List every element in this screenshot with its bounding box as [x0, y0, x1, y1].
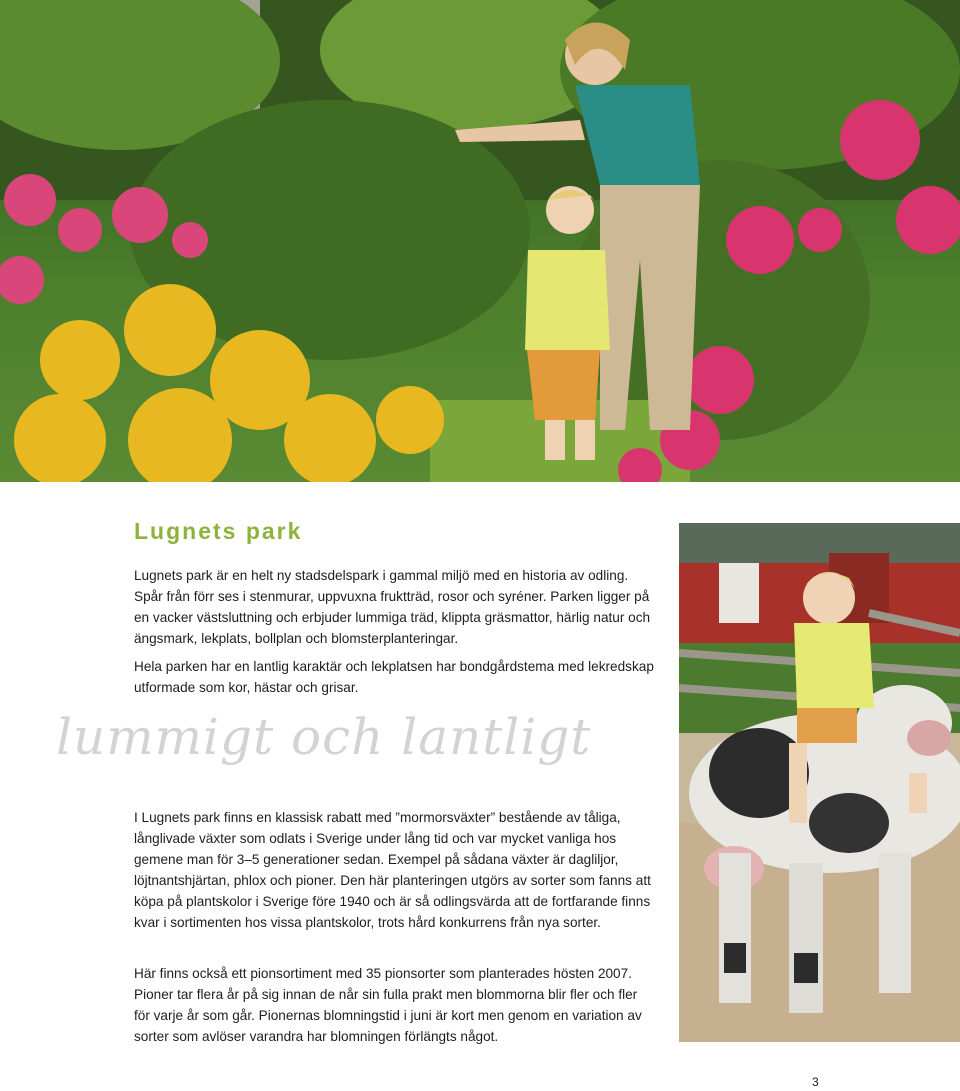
page-number: 3 [812, 1075, 819, 1089]
playground-paragraph: Hela parken har en lantlig karaktär och lekplatsen har bondgårdstema med lekredskap utformade som kor, hästar och grisar. [134, 659, 654, 695]
garden-photo [0, 0, 960, 482]
child-on-cow-photo [679, 523, 960, 1042]
peony-paragraph: Här finns också ett pionsortiment med 35 pionsorter som planterades hösten 2007. Pioner tar flera år på sig innan de når sin fulla prakt men blommorna blir fler och fler för varje år som går. Pionernas blomningstid i juni är kort men genom en variation av sorter som avlöser varandra har blomningen förlängts något. [134, 966, 642, 1044]
page-title: Lugnets park [134, 518, 303, 544]
intro-paragraph: Lugnets park är en helt ny stadsdelspark i gammal miljö med en historia av odling. Spår från förr ses i stenmurar, uppvuxna fruktträd, rosor och syréner. Parken ligger på en vacker västsluttning och erbjuder lummiga träd, klippta gräsmattor, härlig natur och ängsmark, lekplats, bollplan och blomsterplanteringar. [134, 568, 651, 646]
heritage-plants-paragraph: I Lugnets park finns en klassisk rabatt med ”mormorsväxter” bestående av tåliga, långlivade växter som odlats i Sverige under lång tid och var mycket vanliga hos gemene man för 3–5 generationer sedan. Exempel på sådana växter är dagliljor, löjtnantshjärtan, phlox och pioner. Den här planteringen utgörs av sorter som fanns att köpa på plantskolor i Sverige före 1940 och är så odlingsvärda att de fortfarande finns kvar i sortimenten hos vissa plantskolor, trots hård konkurrens från nya sorter. [134, 810, 651, 930]
script-heading: lummigt och lantligt [56, 708, 592, 766]
